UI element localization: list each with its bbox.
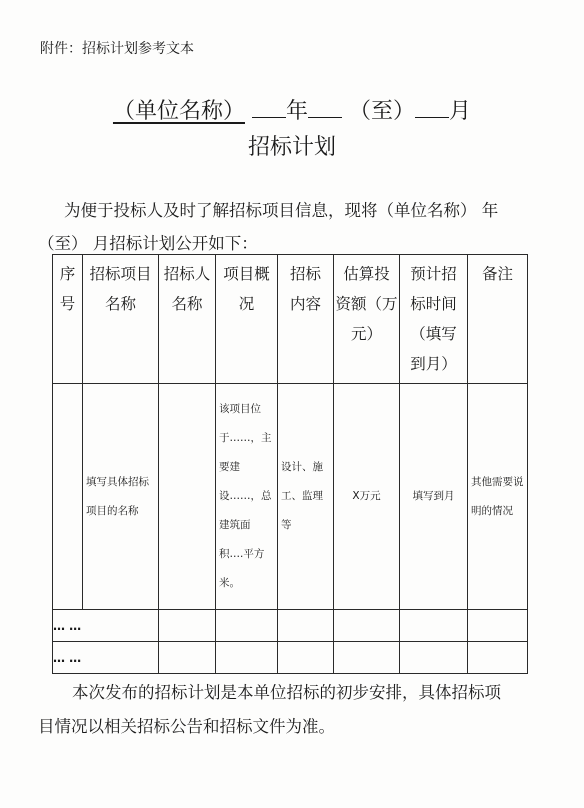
document-subtitle: 招标计划 (247, 135, 336, 160)
header-time: 预计招 标时间 （填写 到月） (400, 255, 468, 384)
footer-line-2: 目情况以相关招标公告和招标文件为准。 (38, 717, 335, 736)
tender-plan-table (52, 254, 528, 674)
cell-project-name: 填写具体招标项目的名称 (83, 384, 159, 610)
cell-seq (53, 384, 83, 610)
cell-overview: 该项目位于……，主要建设……，总建筑面积….平方米。 (216, 384, 278, 610)
month-blank-2 (415, 97, 449, 118)
header-seq: 序 号 (53, 255, 83, 384)
header-tenderer: 招标人 名称 (159, 255, 216, 384)
continuation-dots: … … (53, 642, 159, 674)
table-row (53, 610, 528, 642)
cell-content: 设计、施工、监理等 (278, 384, 334, 610)
heading-to: （至） (349, 99, 416, 124)
document-heading (0, 94, 584, 125)
cell-investment: X万元 (334, 384, 400, 610)
heading-unit-name: （单位名称） (112, 99, 245, 124)
intro-paragraph (38, 194, 538, 260)
heading-year: 年 (285, 99, 308, 124)
cell-time: 填写到月 (400, 384, 468, 610)
month-blank-1 (308, 97, 342, 118)
footer-paragraph (38, 676, 548, 744)
heading-month: 月 (449, 99, 472, 124)
header-remark: 备注 (468, 255, 528, 384)
cell-remark: 其他需要说明的情况 (468, 384, 528, 610)
header-investment: 估算投 资额（万 元） (334, 255, 400, 384)
continuation-dots: … … (53, 610, 159, 642)
footer-line-1: 本次发布的招标计划是本单位招标的初步安排，具体招标项 (72, 683, 501, 702)
intro-line-1: 为便于投标人及时了解招标项目信息，现将（单位名称） 年 (64, 201, 499, 220)
table-row (53, 642, 528, 674)
header-content: 招标 内容 (278, 255, 334, 384)
intro-line-2: （至） 月招标计划公开如下： (38, 234, 258, 253)
header-project-name: 招标项目 名称 (83, 255, 159, 384)
header-overview: 项目概 况 (216, 255, 278, 384)
cell-tenderer (159, 384, 216, 610)
table-header-row (53, 255, 528, 384)
table-row (53, 384, 528, 610)
year-blank (252, 97, 286, 118)
attachment-label: 附件：招标计划参考文本 (40, 41, 194, 57)
